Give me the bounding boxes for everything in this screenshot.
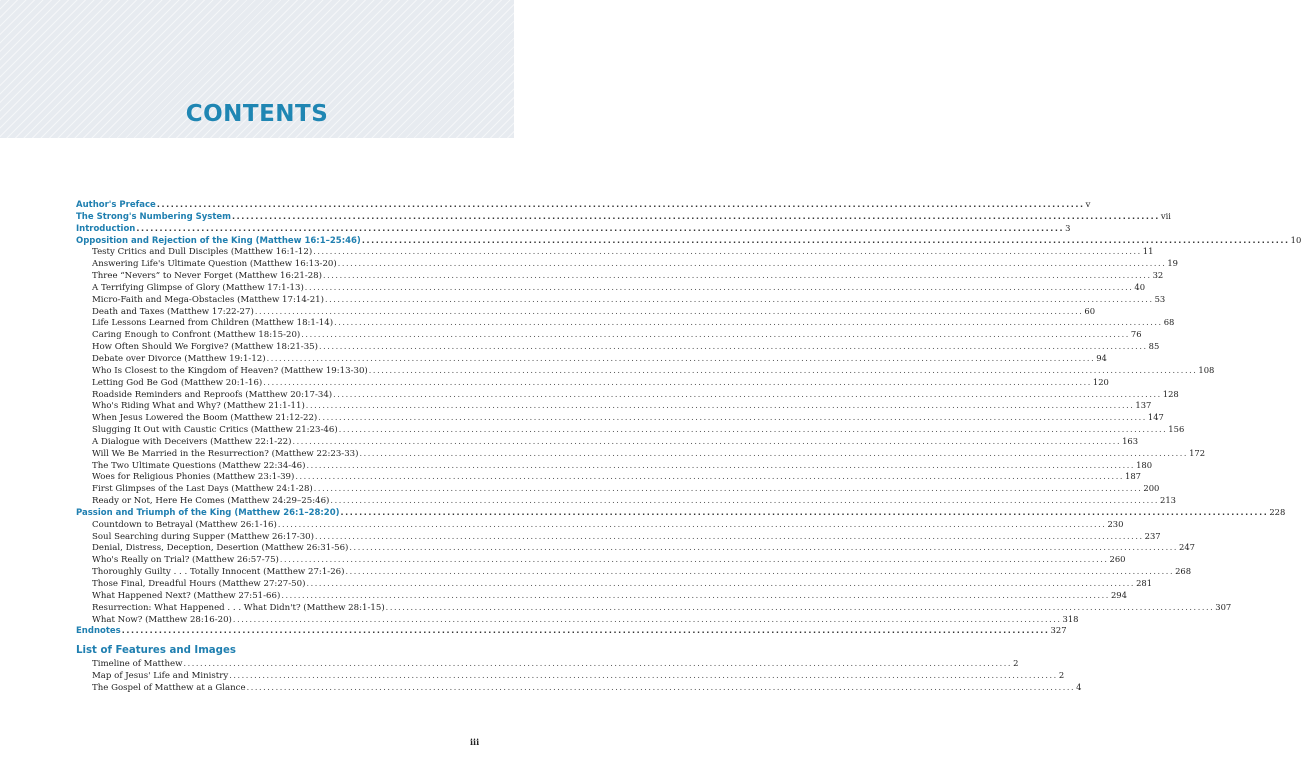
toc-entry[interactable]: [76, 270, 1164, 282]
dot-leader: ........................................................................................................................................................................................................: [338, 425, 1168, 435]
entry-page-number: 4: [1076, 681, 1082, 692]
entry-title: Testy Critics and Dull Disciples (Matthew 16:1-12): [92, 247, 313, 258]
entry-page-number: 2: [1058, 670, 1065, 681]
entry-title: Endnotes: [76, 626, 121, 637]
dot-leader: ........................................................................................................................................................................................................: [340, 507, 1269, 517]
dot-leader: ........................................................................................................................................................................................................: [246, 682, 1076, 692]
dot-leader: ........................................................................................................................................................................................................: [361, 235, 1290, 245]
entry-title: Those Final, Dreadful Hours (Matthew 27:27-50): [92, 579, 306, 589]
toc-entry[interactable]: [76, 518, 1124, 531]
entry-page-number: 10: [1290, 234, 1301, 245]
entry-page-number: 213: [1160, 495, 1177, 506]
entry-title: Map of Jesus' Life and Ministry: [92, 671, 229, 682]
toc-entry[interactable]: [76, 658, 1019, 670]
entry-title: Countdown to Betrayal (Matthew 26:1-16): [92, 519, 277, 530]
toc-entry[interactable]: [76, 471, 1141, 483]
toc-entry[interactable]: [76, 601, 1232, 614]
entry-title: When Jesus Lowered the Boom (Matthew 21:12-22): [92, 413, 318, 424]
table-of-contents: [76, 199, 1301, 694]
features-title: List of Features and Images: [76, 645, 236, 657]
page-number: iii: [470, 737, 480, 747]
entry-page-number: 11: [1142, 246, 1154, 257]
dot-leader: ........................................................................................................................................................................................................: [359, 448, 1189, 458]
entry-title: Who Is Closest to the Kingdom of Heaven? (Matthew 19:13-30): [92, 365, 368, 376]
entry-page-number: 60: [1084, 305, 1096, 316]
dot-leader: ........................................................................................................................................................................................................: [156, 200, 1085, 209]
toc-entry[interactable]: [76, 281, 1146, 294]
entry-page-number: 68: [1163, 317, 1175, 328]
dot-leader: ........................................................................................................................................................................................................: [306, 579, 1136, 588]
dot-leader: ........................................................................................................................................................................................................: [337, 259, 1167, 269]
toc-entry[interactable]: [76, 447, 1206, 460]
entry-page-number: 53: [1154, 293, 1166, 304]
dot-leader: ........................................................................................................................................................................................................: [232, 211, 1160, 221]
entry-title: What Happened Next? (Matthew 27:51-66): [92, 590, 281, 601]
entry-page-number: v: [1085, 199, 1091, 209]
entry-title: Ready or Not, Here He Comes (Matthew 24:29–25:46): [92, 496, 330, 507]
entry-title: Introduction: [76, 223, 136, 234]
toc-entry[interactable]: [76, 364, 1215, 377]
toc-section-entry[interactable]: [76, 625, 1067, 637]
entry-title: Author's Preface: [76, 200, 156, 210]
page-title: CONTENTS: [185, 101, 329, 127]
dot-leader: ........................................................................................................................................................................................................: [295, 472, 1124, 482]
toc-entry[interactable]: [76, 566, 1192, 578]
toc-entry[interactable]: [76, 293, 1166, 306]
toc-entry[interactable]: [76, 435, 1139, 448]
dot-leader: ........................................................................................................................................................................................................: [330, 496, 1160, 506]
entry-page-number: 108: [1198, 364, 1215, 375]
entry-page-number: 163: [1122, 435, 1139, 446]
entry-title: What Now? (Matthew 28:16-20): [92, 614, 232, 625]
toc-entry[interactable]: [76, 329, 1142, 341]
dot-leader: ........................................................................................................................................................................................................: [345, 567, 1175, 577]
toc-entry[interactable]: [76, 246, 1154, 258]
entry-title: Roadside Reminders and Reproofs (Matthew 20:17-34): [92, 389, 333, 400]
entry-page-number: 268: [1175, 566, 1192, 577]
toc-entry[interactable]: [76, 424, 1185, 436]
toc-entry[interactable]: [76, 681, 1082, 694]
entry-title: Will We Be Married in the Resurrection? (Matthew 22:23-33): [92, 448, 359, 459]
entry-page-number: 281: [1136, 578, 1153, 588]
entry-title: Timeline of Matthew: [92, 659, 183, 670]
entry-title: First Glimpses of the Last Days (Matthew 24:1-28): [92, 484, 313, 495]
dot-leader: ........................................................................................................................................................................................................: [279, 555, 1109, 565]
toc-entry[interactable]: [76, 495, 1177, 507]
toc-entry[interactable]: [76, 578, 1153, 590]
entry-page-number: 2: [1013, 658, 1019, 669]
dot-leader: ........................................................................................................................................................................................................: [385, 602, 1215, 612]
entry-page-number: 172: [1189, 447, 1206, 458]
entry-page-number: 247: [1179, 542, 1195, 553]
dot-leader: ........................................................................................................................................................................................................: [315, 531, 1144, 541]
dot-leader: ........................................................................................................................................................................................................: [266, 353, 1096, 363]
entry-page-number: 137: [1135, 400, 1152, 411]
toc-entry[interactable]: [76, 530, 1161, 543]
dot-leader: ........................................................................................................................................................................................................: [301, 330, 1130, 340]
entry-page-number: 120: [1092, 376, 1109, 387]
entry-page-number: 3: [1065, 222, 1071, 233]
entry-title: Life Lessons Learned from Children (Matthew 18:1-14): [92, 318, 334, 329]
entry-page-number: 200: [1143, 483, 1160, 494]
entry-page-number: 40: [1134, 281, 1146, 292]
toc-entry[interactable]: [76, 670, 1065, 682]
entry-page-number: 180: [1136, 459, 1153, 470]
dot-leader: ........................................................................................................................................................................................................: [313, 484, 1143, 494]
toc-entry[interactable]: [76, 400, 1152, 412]
entry-title: Resurrection: What Happened . . . What Didn't? (Matthew 28:1-15): [92, 602, 385, 613]
entry-title: Death and Taxes (Matthew 17:22-27): [92, 306, 254, 317]
toc-entry[interactable]: [76, 352, 1107, 365]
entry-page-number: 147: [1147, 412, 1164, 423]
toc-entry[interactable]: [76, 388, 1179, 401]
entry-title: Micro-Faith and Mega-Obstacles (Matthew 17:14-21): [92, 294, 324, 305]
dot-leader: ........................................................................................................................................................................................................: [333, 389, 1162, 399]
entry-page-number: 32: [1152, 270, 1164, 281]
toc-entry[interactable]: [76, 459, 1153, 472]
toc-entry[interactable]: [76, 258, 1179, 270]
entry-title: Denial, Distress, Deception, Desertion (Matthew 26:31-56): [92, 543, 349, 554]
entry-title: Passion and Triumph of the King (Matthew 26:1–28:20): [76, 507, 340, 518]
entry-title: How Often Should We Forgive? (Matthew 18:21-35): [92, 342, 319, 353]
entry-page-number: 76: [1130, 329, 1142, 340]
toc-entry[interactable]: [76, 613, 1079, 626]
dot-leader: ........................................................................................................................................................................................................: [136, 223, 1065, 233]
entry-page-number: 318: [1062, 613, 1079, 624]
entry-title: Who's Riding What and Why? (Matthew 21:1-11): [92, 401, 305, 412]
entry-page-number: 19: [1167, 258, 1179, 269]
toc-section-entry[interactable]: [76, 234, 1301, 247]
entry-title: The Gospel of Matthew at a Glance: [92, 682, 246, 693]
dot-leader: ........................................................................................................................................................................................................: [183, 659, 1013, 669]
toc-entry[interactable]: [76, 483, 1160, 495]
entry-title: Thoroughly Guilty . . . Totally Innocent (Matthew 27:1-26): [92, 567, 345, 578]
entry-title: Who's Really on Trial? (Matthew 26:57-75): [92, 555, 279, 566]
entry-page-number: 260: [1109, 554, 1126, 565]
entry-title: A Terrifying Glimpse of Glory (Matthew 17:1-13): [92, 282, 304, 293]
toc-section-entry[interactable]: [76, 222, 1071, 235]
dot-leader: ........................................................................................................................................................................................................: [292, 436, 1122, 446]
dot-leader: ........................................................................................................................................................................................................: [232, 614, 1062, 624]
toc-section-entry[interactable]: [76, 199, 1091, 211]
dot-leader: ........................................................................................................................................................................................................: [318, 413, 1147, 423]
entry-page-number: 294: [1110, 589, 1127, 600]
entry-title: The Two Ultimate Questions (Matthew 22:34-46): [92, 460, 306, 471]
entry-page-number: 228: [1269, 506, 1286, 517]
entry-title: Answering Life's Ultimate Question (Matthew 16:13-20): [92, 259, 337, 270]
toc-entry[interactable]: [76, 542, 1195, 554]
toc-entry[interactable]: [76, 305, 1096, 318]
entry-title: Opposition and Rejection of the King (Matthew 16:1–25:46): [76, 235, 361, 246]
dot-leader: ........................................................................................................................................................................................................: [121, 626, 1050, 636]
entry-page-number: 94: [1096, 352, 1107, 363]
dot-leader: ........................................................................................................................................................................................................: [349, 543, 1178, 553]
entry-title: Three “Nevers” to Never Forget (Matthew 16:21-28): [92, 271, 322, 282]
dot-leader: ........................................................................................................................................................................................................: [281, 590, 1110, 600]
dot-leader: ........................................................................................................................................................................................................: [304, 282, 1134, 292]
entry-page-number: 307: [1215, 601, 1232, 612]
dot-leader: ........................................................................................................................................................................................................: [319, 342, 1148, 352]
entry-page-number: 327: [1050, 625, 1067, 636]
entry-title: Slugging It Out with Caustic Critics (Matthew 21:23-46): [92, 425, 338, 436]
dot-leader: ........................................................................................................................................................................................................: [325, 294, 1154, 304]
entry-title: The Strong's Numbering System: [76, 211, 232, 222]
dot-leader: ........................................................................................................................................................................................................: [254, 306, 1084, 316]
dot-leader: ........................................................................................................................................................................................................: [368, 365, 1198, 375]
entry-title: Debate over Divorce (Matthew 19:1-12): [92, 353, 266, 364]
toc-section-entry[interactable]: [76, 210, 1171, 223]
entry-page-number: 237: [1144, 530, 1161, 541]
dot-leader: ........................................................................................................................................................................................................: [305, 401, 1135, 411]
dot-leader: ........................................................................................................................................................................................................: [313, 247, 1142, 257]
dot-leader: ........................................................................................................................................................................................................: [229, 671, 1058, 681]
features-list: [76, 658, 1082, 694]
entry-page-number: 187: [1124, 471, 1141, 482]
entry-title: A Dialogue with Deceivers (Matthew 22:1-22): [92, 436, 292, 447]
entry-page-number: 85: [1148, 341, 1160, 352]
entry-title: Soul Searching during Supper (Matthew 26:17-30): [92, 531, 315, 542]
toc-entry[interactable]: [76, 341, 1160, 353]
entry-page-number: 230: [1107, 518, 1124, 529]
toc-entries: [76, 199, 1301, 637]
toc-entry[interactable]: [76, 376, 1109, 389]
toc-entry[interactable]: [76, 554, 1126, 566]
dot-leader: ........................................................................................................................................................................................................: [323, 271, 1152, 281]
toc-entry[interactable]: [76, 317, 1175, 329]
entry-page-number: 128: [1162, 388, 1179, 399]
entry-page-number: vii: [1160, 210, 1171, 221]
entry-page-number: 156: [1168, 424, 1185, 435]
entry-title: Woes for Religious Phonies (Matthew 23:1-39): [92, 472, 295, 483]
dot-leader: ........................................................................................................................................................................................................: [277, 519, 1107, 529]
dot-leader: ........................................................................................................................................................................................................: [263, 377, 1092, 387]
entry-title: Caring Enough to Confront (Matthew 18:15-20): [92, 330, 301, 341]
dot-leader: ........................................................................................................................................................................................................: [334, 318, 1163, 328]
toc-section-entry[interactable]: [76, 506, 1286, 519]
dot-leader: ........................................................................................................................................................................................................: [306, 460, 1136, 470]
toc-entry[interactable]: [76, 589, 1127, 602]
entry-title: Letting God Be God (Matthew 20:1-16): [92, 377, 263, 388]
toc-entry[interactable]: [76, 412, 1164, 424]
